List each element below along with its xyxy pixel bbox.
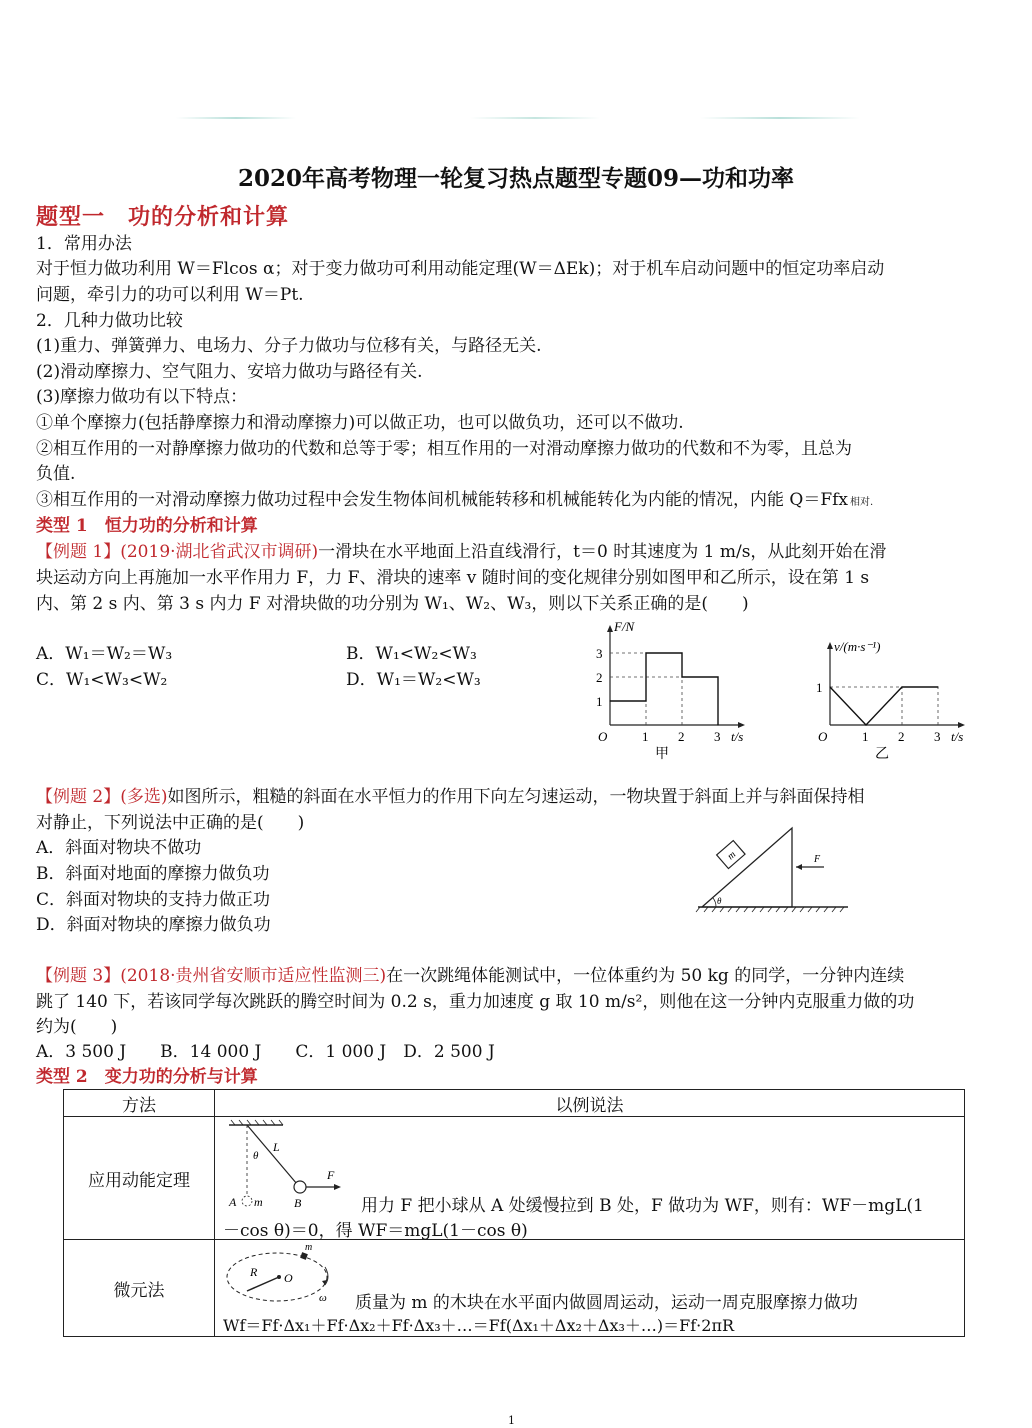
x-axis-label: t/s	[951, 729, 964, 744]
chart-caption: 乙	[875, 747, 889, 762]
subsection-heading: 类型 2 变力功的分析与计算	[36, 1067, 258, 1087]
chart-caption: 甲	[655, 747, 669, 762]
paragraph: (2)滑动摩擦力、空气阻力、安培力做功与路径有关.	[36, 362, 423, 382]
paragraph	[36, 488, 873, 515]
data-point	[901, 686, 902, 687]
data-point	[937, 686, 938, 687]
table-cell-method: 应用动能定理	[64, 1117, 215, 1240]
subsection-heading: 类型 1 恒力功的分析和计算	[36, 516, 258, 536]
paragraph-text: ③相互作用的一对滑动摩擦力做功过程中会发生物体间机械能转移和机械能转化为内能的情况，内能 Q＝Ffx	[36, 490, 849, 510]
option-a: A．斜面对物块不做功	[36, 838, 202, 858]
table-cell-example	[215, 1240, 965, 1337]
paragraph: 2．几种力做功比较	[36, 311, 183, 331]
data-point	[609, 700, 610, 701]
point-a-label: A	[229, 1195, 237, 1209]
y-axis-label: F/N	[614, 619, 635, 634]
chart-jia	[585, 615, 760, 765]
example-text: 一滑块在水平地面上沿直线滑行，t＝0 时其速度为 1 m/s，从此刻开始在滑	[318, 542, 887, 562]
force-label: F	[814, 854, 821, 865]
radius-label: R	[250, 1265, 258, 1279]
example-text: 在一次跳绳体能测试中，一位体重约为 50 kg 的同学，一分钟内连续	[386, 966, 905, 986]
x-axis-arrow	[738, 722, 745, 728]
y-tick-label: 3	[596, 646, 603, 661]
example-source: (多选)	[120, 787, 168, 807]
omega-label: ω	[319, 1292, 327, 1304]
header-decoration-mid	[470, 117, 600, 119]
option-c: C．W₁<W₃<W₂	[36, 670, 168, 690]
example-tag: 【例题 1】	[36, 542, 121, 562]
x-tick-label: 1	[862, 729, 869, 744]
table-header-row	[64, 1090, 965, 1117]
table-header-method: 方法	[64, 1090, 215, 1117]
incline	[702, 828, 792, 907]
x-tick-label: 2	[678, 729, 685, 744]
y-tick-label: 2	[596, 670, 603, 685]
angle-label: θ	[253, 1150, 259, 1162]
example-3-line: 约为( )	[36, 1017, 118, 1037]
y-axis-arrow	[827, 642, 833, 649]
example-tag: 【例题 3】	[36, 966, 121, 986]
data-point	[645, 652, 646, 653]
point-b-label: B	[294, 1196, 302, 1210]
example-1-line: 内、第 2 s 内、第 3 s 内力 F 对滑块做的功分别为 W₁、W₂、W₃，则以下关系正确的是( )	[36, 594, 749, 614]
table-row	[64, 1117, 965, 1240]
example-source: (2019·湖北省武汉市调研)	[120, 542, 319, 562]
circular-motion-diagram	[221, 1241, 345, 1305]
paragraph: ①单个摩擦力(包括静摩擦力和滑动摩擦力)可以做正功，也可以做负功，还可以不做功.	[36, 413, 684, 433]
example-text: 用力 F 把小球从 A 处缓慢拉到 B 处，F 做功为 WF，则有：WF－mgL(1	[361, 1196, 924, 1216]
y-tick-label: 1	[596, 694, 603, 709]
table-cell-method: 微元法	[64, 1240, 215, 1337]
paragraph: (3)摩擦力做功有以下特点：	[36, 387, 248, 407]
angle-label: θ	[717, 896, 722, 906]
x-tick-label: 2	[898, 729, 905, 744]
x-tick-label: 1	[642, 729, 649, 744]
data-point	[681, 676, 682, 677]
example-text: 质量为 m 的木块在水平面内做圆周运动，运动一周克服摩擦力做功	[355, 1293, 858, 1313]
example-3-line	[36, 964, 904, 988]
table-cell-example	[215, 1117, 965, 1240]
example-1-line: 块运动方向上再施加一水平作用力 F，力 F、滑块的速率 v 随时间的变化规律分别如图甲和乙所示，设在第 1 s	[36, 568, 870, 588]
data-point	[645, 700, 646, 701]
example-tag: 【例题 2】	[36, 787, 121, 807]
y-axis-arrow	[607, 625, 613, 632]
example-1-line	[36, 540, 886, 564]
paragraph: (1)重力、弹簧弹力、电场力、分子力做功与位移有关，与路径无关.	[36, 336, 542, 356]
table-row	[64, 1240, 965, 1337]
pendulum-diagram	[223, 1119, 363, 1213]
chart-yi	[805, 635, 980, 765]
data-point	[681, 652, 682, 653]
series-line	[830, 687, 938, 725]
table-header-example: 以例说法	[215, 1090, 965, 1117]
subscript: 相对.	[850, 497, 874, 508]
x-axis-label: t/s	[731, 729, 744, 744]
x-tick-label: 3	[934, 729, 941, 744]
block	[717, 841, 745, 869]
data-point	[829, 686, 830, 687]
x-tick-label: O	[818, 729, 828, 744]
methods-table	[63, 1089, 965, 1337]
option-a: A．W₁＝W₂＝W₃	[36, 644, 173, 664]
option-d: D．斜面对物块的摩擦力做负功	[36, 915, 271, 935]
example-3-options: A．3 500 J B．14 000 J C．1 000 J D．2 500 J	[36, 1042, 495, 1062]
example-2-line: 对静止，下列说法中正确的是( )	[36, 813, 305, 833]
data-point	[717, 724, 718, 725]
force-label: F	[327, 1168, 335, 1182]
example-text: －cos θ)＝0，得 WF＝mgL(1－cos θ)	[223, 1221, 528, 1241]
option-d: D．W₁＝W₂<W₃	[346, 670, 481, 690]
x-tick-label: O	[598, 729, 608, 744]
x-axis-arrow	[958, 722, 965, 728]
incline-diagram	[692, 820, 852, 915]
option-b: B．斜面对地面的摩擦力做负功	[36, 864, 270, 884]
example-2-line	[36, 785, 865, 809]
paragraph: 1．常用办法	[36, 234, 132, 254]
header-decoration-right	[700, 117, 860, 119]
data-point	[865, 724, 866, 725]
series-line	[610, 653, 718, 725]
paragraph: ②相互作用的一对静摩擦力做功的代数和总等于零；相互作用的一对滑动摩擦力做功的代数和不为零，且总为	[36, 439, 852, 459]
force-arrowhead	[796, 864, 802, 870]
paragraph: 对于恒力做功利用 W＝Flcos α；对于变力做功可利用动能定理(W＝ΔEk)；对于机车启动问题中的恒定功率启动	[36, 259, 885, 279]
section-heading: 题型一 功的分析和计算	[36, 204, 290, 230]
center-label: O	[284, 1271, 293, 1285]
mass-label: m	[254, 1195, 263, 1209]
x-tick-label: 3	[714, 729, 721, 744]
paragraph: 负值.	[36, 464, 76, 484]
mass-label: m	[305, 1242, 313, 1253]
y-tick-label: 1	[816, 680, 823, 695]
data-point	[717, 676, 718, 677]
length-label: L	[273, 1140, 280, 1154]
block-label: m	[725, 849, 739, 863]
page-title: 2020年高考物理一轮复习热点题型专题09—功和功率	[237, 165, 795, 192]
example-text: 如图所示，粗糙的斜面在水平恒力的作用下向左匀速运动，一物块置于斜面上并与斜面保持相	[167, 787, 865, 807]
option-b: B．W₁<W₂<W₃	[346, 644, 477, 664]
header-decoration-left	[176, 117, 296, 119]
paragraph: 问题，牵引力的功可以利用 W＝Pt.	[36, 285, 304, 305]
y-axis-label: v/(m·s⁻¹)	[834, 639, 881, 654]
option-c: C．斜面对物块的支持力做正功	[36, 890, 271, 910]
example-text: Wf＝Ff·Δx₁＋Ff·Δx₂＋Ff·Δx₃＋…＝Ff(Δx₁＋Δx₂＋Δx₃＋…)＝Ff·2πR	[223, 1316, 735, 1335]
example-source: (2018·贵州省安顺市适应性监测三)	[120, 966, 387, 986]
example-3-line: 跳了 140 下，若该同学每次跳跃的腾空时间为 0.2 s，重力加速度 g 取 10 m/s²，则他在这一分钟内克服重力做的功	[36, 992, 915, 1012]
page-number: 1	[508, 1414, 515, 1427]
